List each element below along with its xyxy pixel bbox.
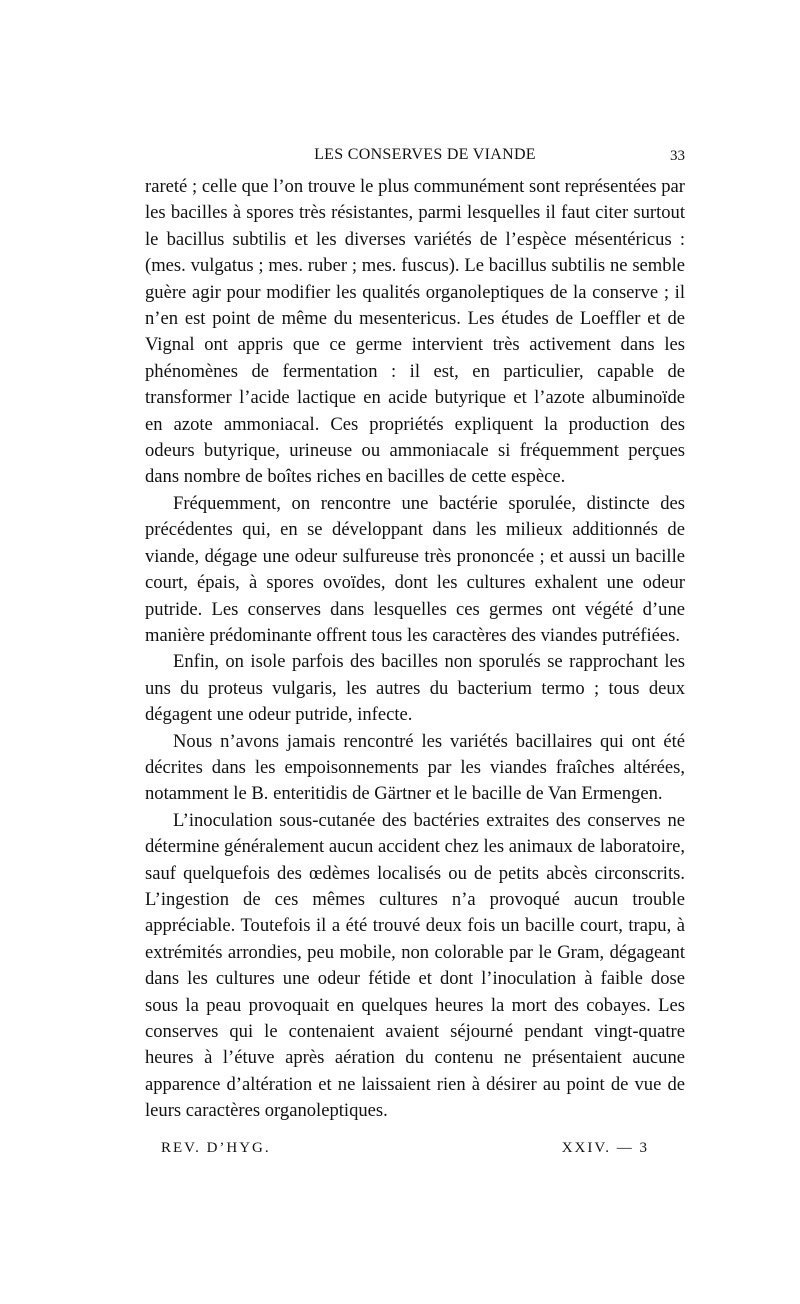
- page-footer: [145, 1140, 685, 1164]
- paragraph-2: Fréquemment, on rencontre une bactérie sporulée, distincte des précédentes qui, en se développant dans les milieux additionnés de viande, dégage une odeur sulfureuse très prononcée ; et aussi un bacille court, épais, à spores ovoïdes, dont les cultures exhalent une odeur putride. Les conserves dans lesquelles ces germes ont végété d’une manière prédominante offrent tous les caractères des viandes putréfiées.: [145, 492, 685, 646]
- running-head: [145, 146, 685, 166]
- paragraph-4: Nous n’avons jamais rencontré les variétés bacillaires qui ont été décrites dans les empoisonnements par les viandes fraîches altérées, notamment le B. enteritidis de Gärtner et le bacille de Van Ermengen.: [145, 730, 685, 805]
- body-text: [145, 174, 685, 1125]
- paragraph-1: rareté ; celle que l’on trouve le plus communément sont représentées par les bacilles à spores très résistantes, parmi lesquelles il faut citer surtout le bacillus subtilis et les diverses variétés de l’espèce mésentéricus : (mes. vulgatus ; mes. ruber ; mes. fuscus). Le bacillus subtilis ne semble guère agir pour modifier les qualités organoleptiques de la conserve ; il n’en est point de même du mesentericus. Les études de Loeffler et de Vignal ont appris que ce germe intervient très activement dans les phénomènes de fermentation : il est, en particulier, capable de transformer l’acide lactique en acide butyrique et l’azote albuminoïde en azote ammoniacal. Ces propriétés expliquent la production des odeurs butyrique, urineuse ou ammoniacale si fréquemment perçues dans nombre de boîtes riches en bacilles de cette espèce.: [145, 176, 685, 488]
- paragraph-3: Enfin, on isole parfois des bacilles non sporulés se rapprochant les uns du proteus vulgaris, les autres du bacterium termo ; tous deux dégagent une odeur putride, infecte.: [145, 651, 685, 726]
- volume-signature: XXIV. — 3: [561, 1140, 649, 1156]
- paragraph-5: L’inoculation sous-cutanée des bactéries extraites des conserves ne détermine généralement aucun accident chez les animaux de laboratoire, sauf quelquefois des œdèmes localisés ou de petits abcès circonscrits. L’ingestion de ces mêmes cultures n’a provoqué aucun trouble appréciable. Toutefois il a été trouvé deux fois un bacille court, trapu, à extrémités arrondies, peu mobile, non colorable par le Gram, dégageant dans les cultures une odeur fétide et dont l’inoculation à faible dose sous la peau provoquait en quelques heures la mort des cobayes. Les conserves qui le contenaient avaient séjourné pendant vingt-quatre heures à l’étuve après aération du contenu ne présentaient aucune apparence d’altération et ne laissaient rien à désirer au point de vue de leurs caractères organoleptiques.: [145, 809, 685, 1122]
- journal-abbreviation: REV. D’HYG.: [161, 1140, 271, 1156]
- running-title: LES CONSERVES DE VIANDE: [314, 146, 536, 163]
- page-number: 33: [670, 148, 685, 164]
